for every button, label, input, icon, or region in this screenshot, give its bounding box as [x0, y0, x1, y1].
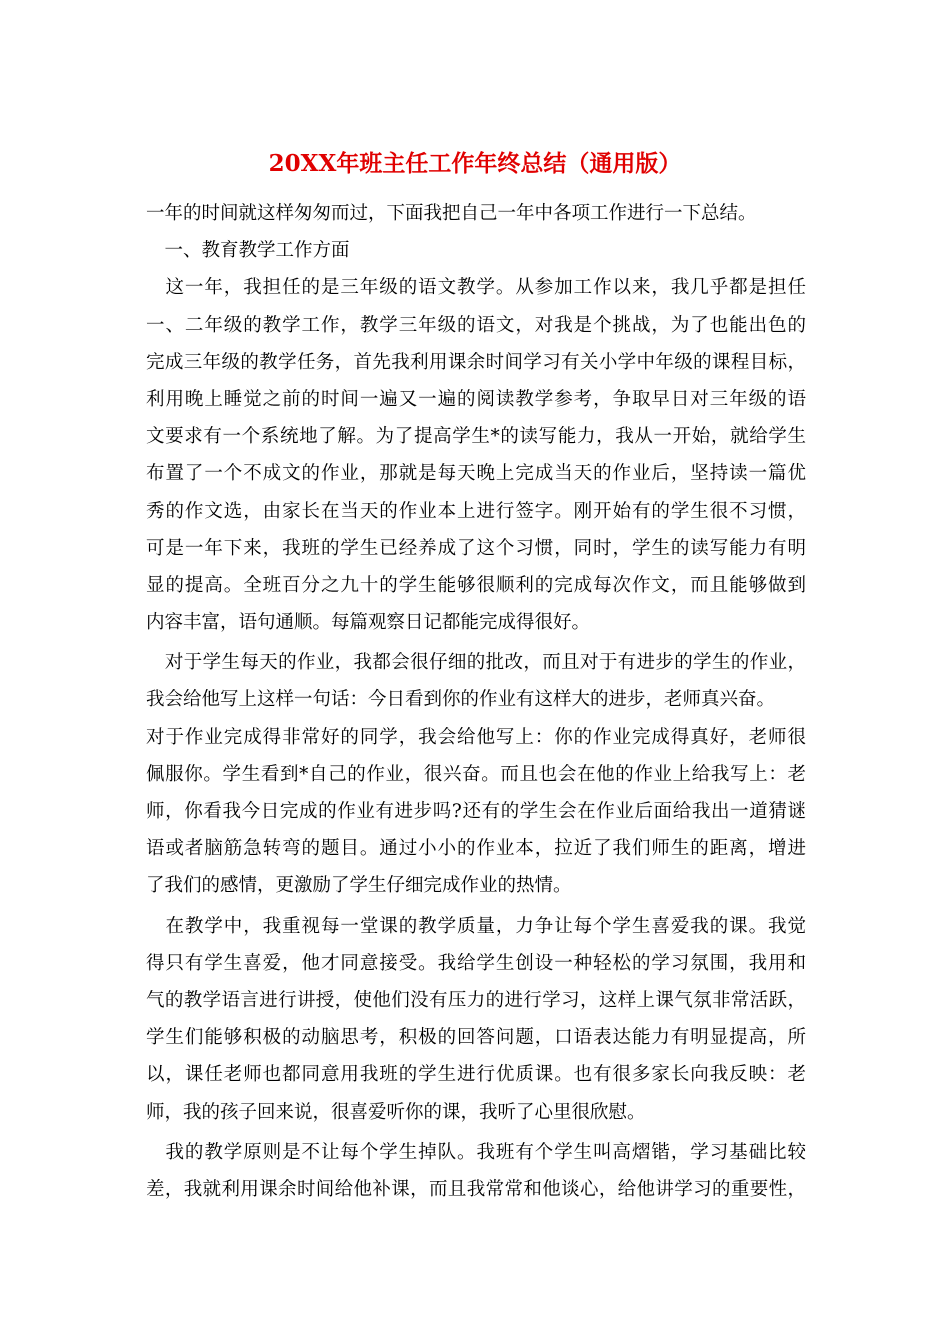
document-title: 20XX年班主任工作年终总结（通用版） — [268, 150, 682, 177]
text-line: 可是一年下来，我班的学生已经养成了这个习惯，同时，学生的读写能力有明 — [146, 537, 806, 559]
text-line: 显的提高。全班百分之九十的学生能够很顺利的完成每次作文，而且能够做到 — [146, 574, 806, 596]
text-line: 秀的作文选，由家长在当天的作业本上进行签字。刚开始有的学生很不习惯， — [146, 500, 806, 522]
text-line: 文要求有一个系统地了解。为了提高学生*的读写能力，我从一开始，就给学生 — [146, 426, 806, 448]
text-line: 对于作业完成得非常好的同学，我会给他写上：你的作业完成得真好，老师很 — [146, 726, 806, 748]
text-line: 在教学中，我重视每一堂课的教学质量，力争让每个学生喜爱我的课。我觉 — [146, 915, 806, 937]
text-line: 师，我的孩子回来说，很喜爱听你的课，我听了心里很欣慰。 — [146, 1101, 646, 1123]
text-line: 了我们的感情，更激励了学生仔细完成作业的热情。 — [146, 875, 572, 897]
text-line: 我会给他写上这样一句话：今日看到你的作业有这样大的进步，老师真兴奋。 — [146, 689, 776, 711]
text-line: 完成三年级的教学任务，首先我利用课余时间学习有关小学中年级的课程目标， — [146, 351, 806, 373]
text-line: 气的教学语言进行讲授，使他们没有压力的进行学习，这样上课气氛非常活跃， — [146, 989, 806, 1011]
text-line: 内容丰富，语句通顺。每篇观察日记都能完成得很好。 — [146, 612, 591, 634]
text-line: 得只有学生喜爱，他才同意接受。我给学生创设一种轻松的学习氛围，我用和 — [146, 952, 806, 974]
text-line: 我的教学原则是不让每个学生掉队。我班有个学生叫高熠锴，学习基础比较 — [146, 1141, 806, 1163]
text-line: 以，课任老师也都同意用我班的学生进行优质课。也有很多家长向我反映：老 — [146, 1064, 806, 1086]
document-body — [146, 195, 806, 1208]
section-heading: 一、教育教学工作方面 — [146, 240, 350, 262]
text-line: 一、二年级的教学工作，教学三年级的语文，对我是个挑战，为了也能出色的 — [146, 314, 806, 336]
text-line: 学生们能够积极的动脑思考，积极的回答问题，口语表达能力有明显提高，所 — [146, 1027, 806, 1049]
text-line: 一年的时间就这样匆匆而过，下面我把自己一年中各项工作进行一下总结。 — [146, 203, 757, 224]
text-line: 布置了一个不成文的作业，那就是每天晚上完成当天的作业后，坚持读一篇优 — [146, 463, 806, 485]
text-line: 语或者脑筋急转弯的题目。通过小小的作业本，拉近了我们师生的距离，增进 — [146, 838, 806, 860]
text-line: 对于学生每天的作业，我都会很仔细的批改，而且对于有进步的学生的作业， — [146, 652, 806, 674]
text-line: 利用晚上睡觉之前的时间一遍又一遍的阅读教学参考，争取早日对三年级的语 — [146, 388, 806, 410]
text-line: 师，你看我今日完成的作业有进步吗?还有的学生会在作业后面给我出一道猜谜 — [146, 801, 806, 822]
text-line: 这一年，我担任的是三年级的语文教学。从参加工作以来，我几乎都是担任 — [146, 277, 806, 299]
text-line: 佩服你。学生看到*自己的作业，很兴奋。而且也会在他的作业上给我写上：老 — [146, 763, 806, 785]
text-line: 差，我就利用课余时间给他补课，而且我常常和他谈心，给他讲学习的重要性， — [146, 1178, 806, 1200]
